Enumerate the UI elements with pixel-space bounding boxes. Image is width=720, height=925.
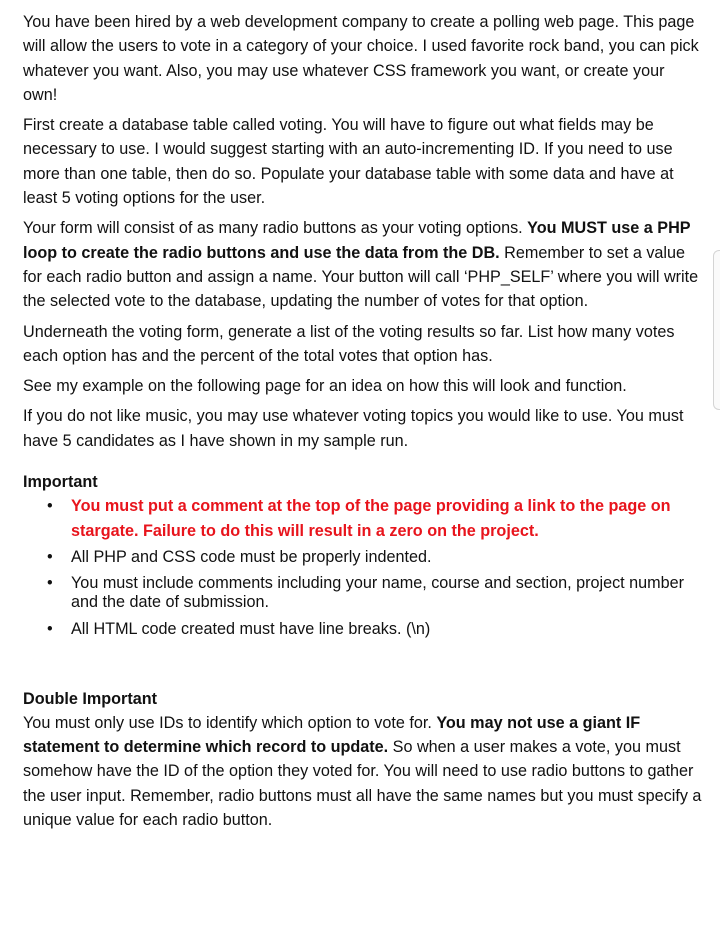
document-page xyxy=(23,10,703,838)
results-paragraph: Underneath the voting form, generate a list of the voting results so far. List how many votes each option has and the percent of the total votes that option has. xyxy=(23,322,675,365)
important-item-text: All HTML code created must have line breaks. (\n) xyxy=(71,620,431,639)
form-paragraph-text-a: Your form will consist of as many radio buttons as your voting options. xyxy=(23,219,528,238)
important-item-comments xyxy=(23,571,703,615)
double-important-text-c: So when a user makes a vote, you must somehow have the ID of the option they voted for. You will need to use radio buttons to gather the user input. Remember, radio buttons must all have the same names but you must specify a unique value for each radio button. xyxy=(23,738,702,830)
database-paragraph: First create a database table called voting. You will have to figure out what fields may be necessary to use. I would suggest starting with an auto-incrementing ID. If you need to use more than one table, then do so. Populate your database table with some data and have at least 5 voting options for the user. xyxy=(23,116,674,208)
topics-paragraph: If you do not like music, you may use whatever voting topics you would like to use. You must have 5 candidates as I have shown in my sample run. xyxy=(23,407,684,450)
important-heading: Important xyxy=(23,473,98,492)
form-paragraph xyxy=(23,216,703,313)
important-list xyxy=(23,494,703,641)
page-edge-handle xyxy=(713,250,720,410)
bullet-icon: • xyxy=(47,574,53,593)
bullet-icon: • xyxy=(47,547,53,566)
important-item-text: All PHP and CSS code must be properly indented. xyxy=(71,547,432,566)
intro-paragraph: You have been hired by a web development company to create a polling web page. This page will allow the users to vote in a category of your choice. I used favorite rock band, you can pick whatever you want. Also, you may use whatever CSS framework you want, or create your own! xyxy=(23,13,699,104)
important-item-line-breaks xyxy=(23,617,703,641)
double-important-paragraph xyxy=(23,711,703,832)
form-paragraph-bold-requirement: You MUST use a PHP loop to create the radio buttons and use the data from the DB. xyxy=(23,219,691,262)
bullet-icon: • xyxy=(47,497,53,516)
bullet-icon: • xyxy=(47,620,53,639)
important-item-text: You must include comments including your name, course and section, project number and the date of submission. xyxy=(71,574,685,612)
important-item-indentation xyxy=(23,545,703,569)
form-paragraph-text-c: Remember to set a value for each radio button and assign a name. Your button will call ‘PHP_SELF’ where you will write the selected vote to the database, updating the number of votes for that option. xyxy=(23,243,699,311)
double-important-text-a: You must only use IDs to identify which option to vote for. xyxy=(23,713,437,732)
important-item-stargate-comment xyxy=(23,494,703,543)
double-important-heading: Double Important xyxy=(23,689,157,708)
example-paragraph: See my example on the following page for an idea on how this will look and function. xyxy=(23,377,627,396)
double-important-bold-rule: You may not use a giant IF statement to determine which record to update. xyxy=(23,713,641,757)
important-item-text: You must put a comment at the top of the page providing a link to the page on stargate. Failure to do this will result in a zero on the project. xyxy=(71,497,671,540)
